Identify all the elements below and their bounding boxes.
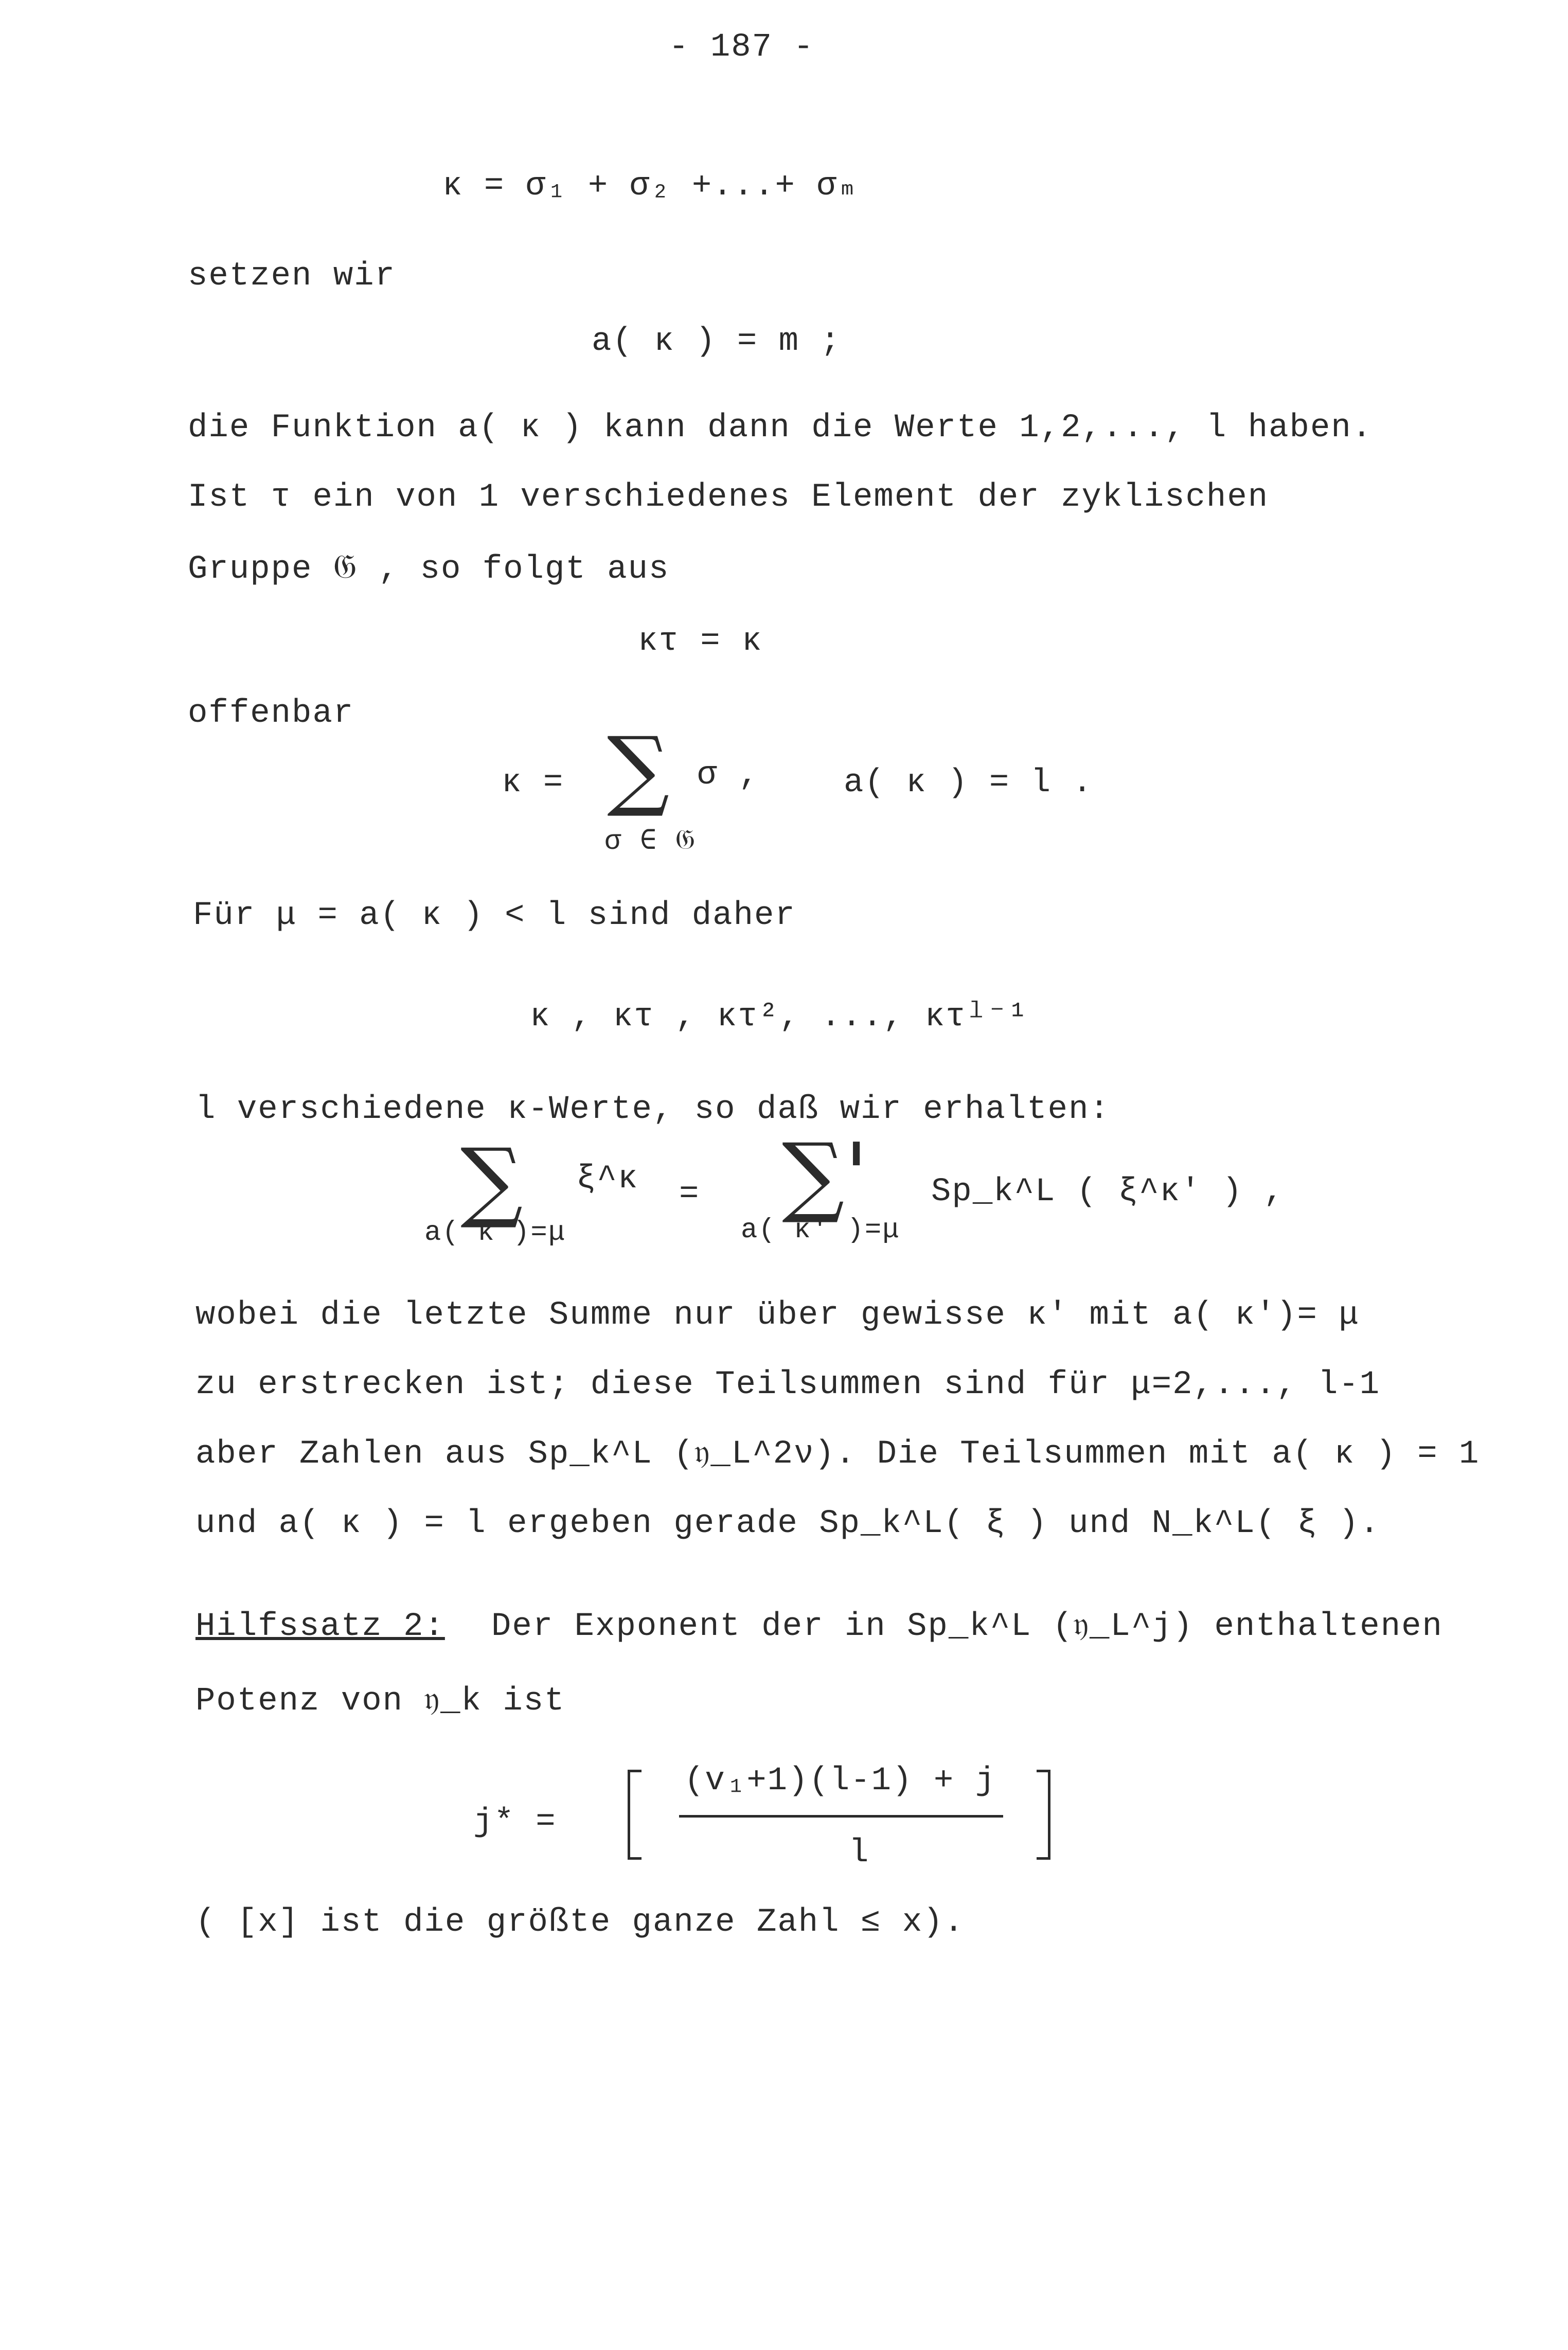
equation-kappa-sum-term: σ , [697,757,760,794]
lemma-statement: Der Exponent der in Sp_k^L (𝔶_L^j) enthaltenen [491,1608,1443,1645]
floor-bracket-right [1037,1770,1050,1860]
equation-kappa-orbit: κ , κτ , κτ², ..., κτˡ⁻¹ [530,999,1029,1036]
fraction-numerator: (v₁+1)(l-1) + j [684,1762,996,1800]
text-wobei: wobei die letzte Summe nur über gewisse κ' mit a( κ')= μ [195,1297,1360,1334]
text-potenz-von: Potenz von 𝔶_k ist [195,1683,565,1720]
sum-equals: = [679,1176,700,1213]
equation-kappa-sum-left: κ = [502,764,564,802]
text-gruppe: Gruppe 𝔊 , so folgt aus [188,551,670,588]
equation-kappa-sum-index: σ ∈ 𝔊 [604,826,697,858]
text-verschiedene-werte: l verschiedene κ-Werte, so daß wir erhalten: [195,1091,1110,1128]
equation-a-kappa-m: a( κ ) = m ; [592,323,841,360]
equation-kappa-sigma-sum: κ = σ₁ + σ₂ +...+ σₘ [442,168,859,205]
text-setzen-wir: setzen wir [188,258,396,295]
equation-a-kappa-l: a( κ ) = l . [844,764,1093,802]
sum-symbol-sigma: ∑ [607,718,670,820]
text-offenbar: offenbar [188,695,354,732]
fraction-bar [679,1815,1003,1818]
text-die-funktion: die Funktion a( κ ) kann dann die Werte 1,2,..., l haben. [188,410,1373,447]
fraction-denominator: l [849,1835,870,1872]
floor-bracket-left [628,1770,642,1860]
text-fuer-mu: Für μ = a( κ ) < l sind daher [193,897,796,934]
text-aber-zahlen: aber Zahlen aus Sp_k^L (𝔶_L^2ν). Die Teilsummen mit a( κ ) = 1 [195,1436,1480,1473]
sum-right-term: Sp_k^L ( ξ^κ' ) , [931,1173,1285,1210]
text-ist-tau: Ist τ ein von 1 verschiedenes Element der zyklischen [188,479,1269,516]
sum-symbol-left: ∑ [460,1130,523,1232]
text-floor-definition: ( [x] ist die größte ganze Zahl ≤ x). [195,1904,965,1941]
equation-kappa-tau: κτ = κ [638,623,763,660]
lemma-label: Hilfssatz 2: [195,1608,445,1645]
text-zu-erstrecken: zu erstrecken ist; diese Teilsummen sind für μ=2,..., l-1 [195,1366,1381,1403]
sum-left-term: ξ^κ [576,1161,639,1198]
equation-jstar-left: j* = [473,1804,557,1841]
text-und-ergeben: und a( κ ) = l ergeben gerade Sp_k^L( ξ ) und N_k^L( ξ ). [195,1505,1381,1542]
sum-right-index: a( κ' )=μ [741,1215,900,1246]
sum-symbol-right: ∑' [782,1125,869,1226]
sum-left-index: a( κ )=μ [424,1217,566,1249]
page-number: - 187 - [669,29,814,66]
